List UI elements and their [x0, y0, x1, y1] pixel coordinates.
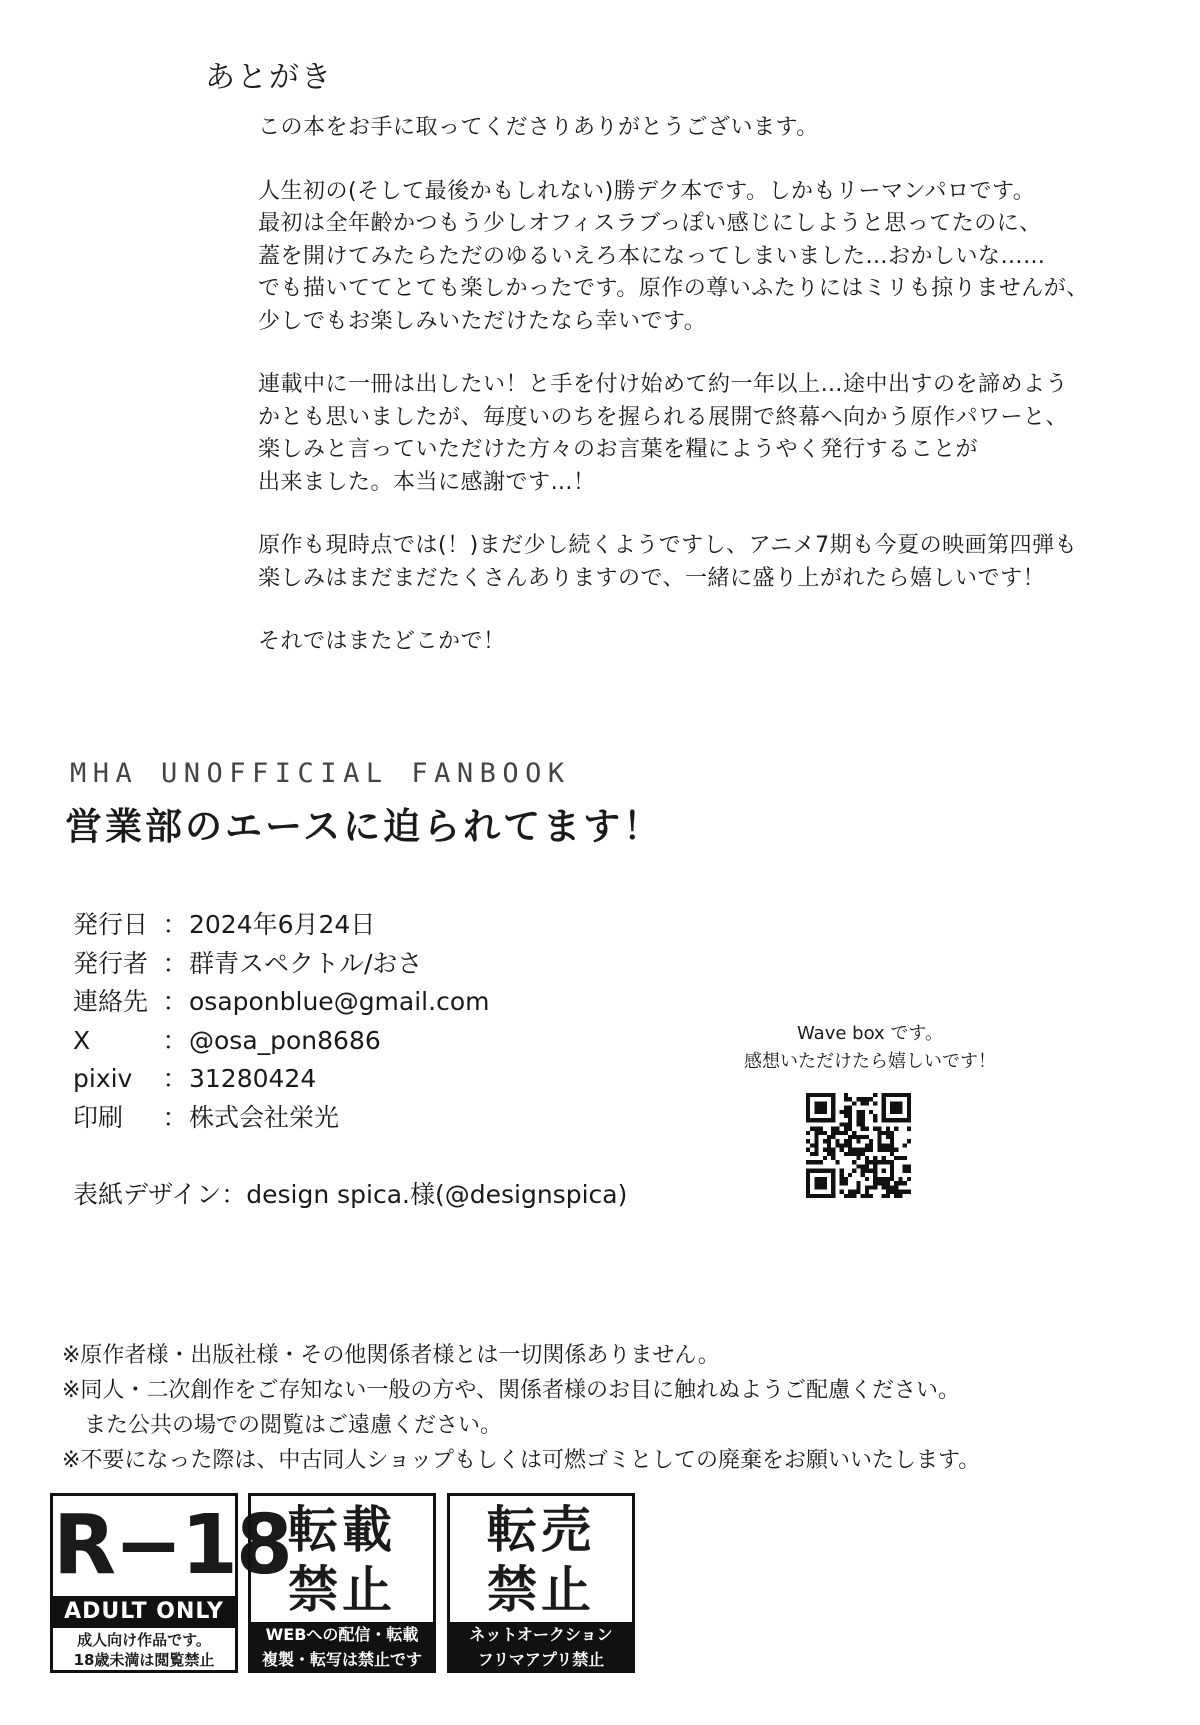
- colophon: [73, 905, 489, 1136]
- afterword-title: あとがき: [205, 60, 333, 95]
- afterword-line: この本をお手に取ってくださりありがとうございます。: [258, 115, 819, 140]
- r18-badge-sub: [53, 1630, 235, 1670]
- book-title: 営業部のエースに迫られてます！: [65, 805, 664, 848]
- r18-badge-bar: ADULT ONLY: [53, 1596, 235, 1628]
- colophon-label: 発行日: [73, 910, 149, 939]
- r18-badge-sub-1: 成人向け作品です。: [77, 1631, 211, 1649]
- wavebox-note: [650, 1020, 1090, 1076]
- colophon-value: 群青スペクトル/おさ: [189, 948, 423, 978]
- colophon-row: [73, 982, 489, 1021]
- afterword-line: 出来ました。本当に感謝です…！: [258, 469, 596, 495]
- colophon-separator: ：: [162, 1025, 188, 1055]
- colophon-row: [73, 905, 489, 944]
- afterword-line: 楽しみと言っていただけた方々のお言葉を糧にようやく発行することが: [258, 437, 979, 462]
- colophon-row: [73, 1021, 489, 1060]
- colophon-value: 31280424: [189, 1064, 317, 1093]
- colophon-separator: ：: [162, 987, 188, 1016]
- series-label: MHA UNOFFICIAL FANBOOK: [70, 758, 571, 789]
- notes: [62, 1338, 980, 1478]
- colophon-separator: ：: [162, 1102, 188, 1132]
- r18-badge-sub-2: 18歳未満は閲覧禁止: [73, 1651, 215, 1669]
- colophon-label: X: [73, 1025, 91, 1055]
- note-line: ※原作者様・出版社様・その他関係者様とは一切関係ありません。: [62, 1343, 720, 1368]
- no-resale-sub-1: ネットオークション: [469, 1625, 613, 1644]
- no-resale-badge: [447, 1493, 635, 1673]
- colophon-separator: ：: [162, 948, 188, 978]
- afterword-line: でも描いててとても楽しかったです。原作の尊いふたりにはミリも掠りませんが、: [258, 276, 1089, 301]
- colophon-value: 株式会社栄光: [189, 1102, 340, 1132]
- no-resale-line-1: 転売: [487, 1501, 595, 1559]
- cover-design-credit: 表紙デザイン：design spica.様(@designspica): [73, 1180, 628, 1209]
- no-resale-badge-bar: [450, 1622, 632, 1673]
- afterword-line: 原作も現時点では(！)まだ少し続くようですし、アニメ7期も今夏の映画第四弾も: [258, 533, 1078, 558]
- afterword-line: 最初は全年齢かつもう少しオフィスラブっぽい感じにしようと思ってたのに、: [258, 211, 1042, 236]
- afterword-line: 人生初の(そして最後かもしれない)勝デク本です。しかもリーマンパロです。: [258, 178, 1036, 204]
- no-resale-badge-title: [450, 1500, 632, 1620]
- afterword-body: [258, 112, 1158, 690]
- no-repost-sub-1: WEBへの配信・転載: [265, 1625, 419, 1644]
- no-repost-line-1: 転載: [288, 1501, 396, 1559]
- afterword-paragraph: [258, 626, 1158, 659]
- no-repost-badge-title: [251, 1500, 433, 1620]
- colophon-separator: ：: [162, 1064, 188, 1093]
- no-repost-badge: [248, 1493, 436, 1673]
- colophon-row: [73, 1098, 489, 1137]
- colophon-row: [73, 1059, 489, 1098]
- no-repost-badge-bar: [251, 1622, 433, 1673]
- colophon-label: pixiv: [73, 1064, 133, 1093]
- afterword-paragraph: [258, 112, 1158, 145]
- wavebox-line-1: Wave box です。: [797, 1023, 943, 1044]
- colophon-value: osaponblue@gmail.com: [189, 987, 490, 1016]
- colophon-label: 発行者: [73, 948, 149, 978]
- afterword-line: かとも思いましたが、毎度いのちを握られる展開で終幕へ向かう原作パワーと、: [258, 404, 1069, 430]
- afterword-line: 少しでもお楽しみいただけたなら幸いです。: [258, 308, 707, 334]
- wavebox-line-2: 感想いただけたら嬉しいです！: [744, 1051, 996, 1072]
- colophon-row: [73, 944, 489, 983]
- colophon-label: 印刷: [73, 1102, 124, 1132]
- r18-badge: [50, 1493, 291, 1673]
- colophon-label: 連絡先: [73, 987, 149, 1016]
- qr-code-icon[interactable]: [806, 1093, 911, 1198]
- no-repost-sub-2: 複製・転写は禁止です: [261, 1650, 422, 1669]
- r18-badge-title: R−18: [53, 1498, 291, 1593]
- note-line: ※不要になった際は、中古同人ショップもしくは可燃ゴミとしての廃棄をお願いいたします。: [62, 1448, 981, 1473]
- afterword-paragraph: [258, 530, 1158, 595]
- afterword-line: 連載中に一冊は出したい！と手を付け始めて約一年以上…途中出すのを諦めよう: [258, 372, 1069, 397]
- no-resale-line-2: 禁止: [487, 1561, 595, 1619]
- afterword-line: それではまたどこかで！: [258, 629, 506, 654]
- afterword-line: 楽しみはまだまだたくさんありますので、一緒に盛り上がれたら嬉しいです！: [258, 565, 1046, 591]
- colophon-value: 2024年6月24日: [189, 910, 376, 939]
- colophon-value: @osa_pon8686: [189, 1025, 381, 1055]
- no-resale-sub-2: フリマアプリ禁止: [477, 1650, 605, 1669]
- colophon-separator: ：: [162, 910, 188, 939]
- afterword-paragraph: [258, 176, 1158, 339]
- no-repost-line-2: 禁止: [288, 1561, 396, 1619]
- note-line: また公共の場での閲覧はご遠慮ください。: [62, 1413, 503, 1438]
- afterword-paragraph: [258, 369, 1158, 499]
- afterword-line: 蓋を開けてみたらただのゆるいえろ本になってしまいました…おかしいな……: [258, 243, 1046, 269]
- note-line: ※同人・二次創作をご存知ない一般の方や、関係者様のお目に触れぬようご配慮ください。: [62, 1378, 960, 1403]
